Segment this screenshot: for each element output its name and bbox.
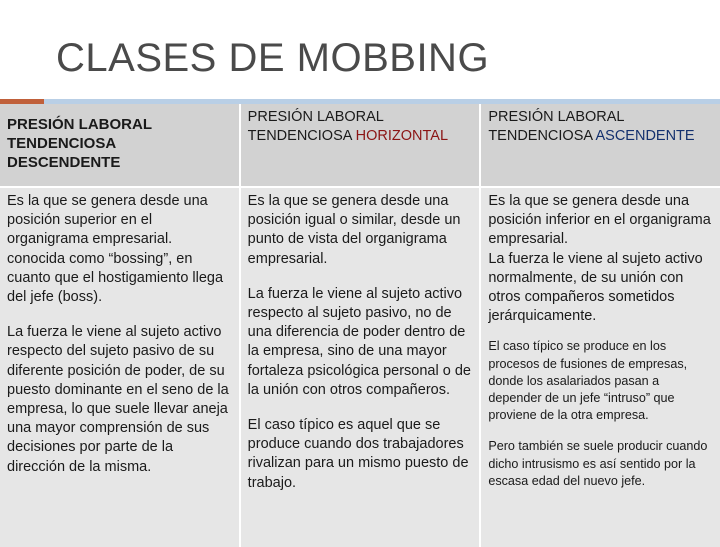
header-cell-ascendente: [480, 104, 720, 187]
horizontal-paragraph-3: El caso típico es aquel que se produce cuando dos trabajadores rivalizan para un mismo puesto de trabajo.: [247, 417, 469, 491]
header-highlight-horizontal: HORIZONTAL: [355, 128, 449, 144]
mobbing-types-table: [0, 104, 720, 547]
header-cell-horizontal: [240, 104, 481, 187]
body-cell-horizontal: [240, 187, 481, 547]
descendente-paragraph-2: La fuerza le viene al sujeto activo respecto del sujeto pasivo de su diferente posición de poder, de su puesto dominante en el seno de la empresa, lo que suele llevar aneja una mayor comprensión de sus decisiones por parte de la dirección de la misma.: [7, 324, 229, 475]
slide-title: CLASES DE MOBBING: [56, 36, 490, 80]
descendente-paragraph-1: Es la que se genera desde una posición superior en el organigrama empresarial. conocida como “bossing”, en cuanto que el hostigamiento llega del jefe (boss).: [7, 193, 224, 306]
ascendente-paragraph-3: El caso típico se produce en los procesos de fusiones de empresas, donde los asalariados pasan a depender de un jefe “intruso” que proviene de la otra empresa.: [488, 339, 688, 423]
ascendente-paragraph-2: La fuerza le viene al sujeto activo normalmente, de su unión con otros compañeros sometidos jerárquicamente.: [488, 250, 703, 325]
header-cell-descendente: [0, 104, 240, 187]
table-body-row: [0, 187, 720, 547]
table-header-row: [0, 104, 720, 187]
ascendente-paragraph-4: Pero también se suele producir cuando dicho intrusismo es así sentido por la escasa edad del nuevo jefe.: [488, 439, 708, 488]
body-cell-ascendente: [480, 187, 720, 547]
horizontal-paragraph-2: La fuerza le viene al sujeto activo respecto al sujeto pasivo, no de una diferencia de poder dentro de la empresa, sino de una mayor fortaleza psicológica personal o de la unión con otros compañeros.: [247, 285, 471, 398]
header-prefix-horizontal: PRESIÓN LABORAL TENDENCIOSA: [247, 109, 384, 144]
body-cell-descendente: [0, 187, 240, 547]
header-prefix-ascendente: PRESIÓN LABORAL TENDENCIOSA: [488, 109, 624, 144]
header-label-ascendente: [488, 108, 714, 146]
header-label-horizontal: [248, 108, 474, 146]
header-label-descendente: PRESIÓN LABORAL TENDENCIOSA DESCENDENTE: [7, 116, 152, 171]
ascendente-paragraph-1: Es la que se genera desde una posición inferior en el organigrama empresarial.: [488, 193, 711, 248]
horizontal-paragraph-1: Es la que se genera desde una posición igual o similar, desde un punto de vista del organigrama empresarial.: [247, 193, 461, 267]
header-highlight-ascendente: ASCENDENTE: [595, 128, 695, 144]
